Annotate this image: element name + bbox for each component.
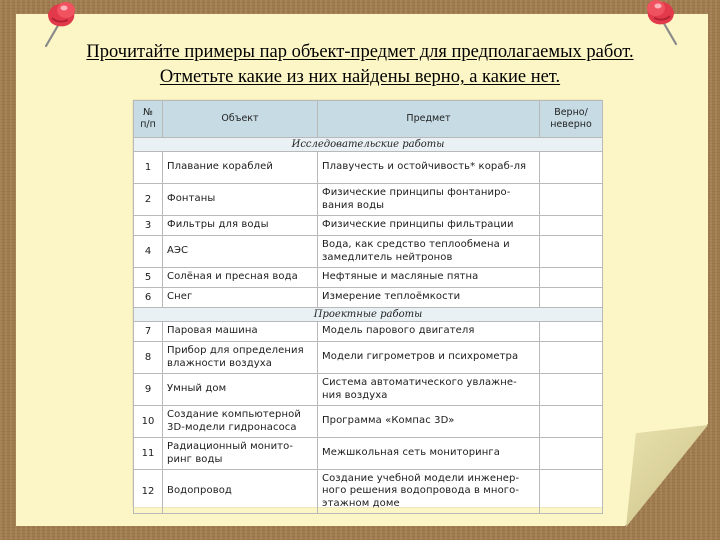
row-subject: Модели гигрометров и психрометра [318, 342, 540, 374]
answer-cell[interactable] [540, 438, 603, 470]
row-subject: Система автоматического увлажне-ния воздуха [318, 374, 540, 406]
table-row [134, 322, 603, 342]
table-row [134, 268, 603, 288]
row-num: 1 [134, 152, 163, 184]
row-num: 8 [134, 342, 163, 374]
header-num: № п/п [134, 101, 163, 138]
answer-cell[interactable] [540, 268, 603, 288]
answer-cell[interactable] [540, 216, 603, 236]
row-subject: Физические принципы фонтаниро-вания воды [318, 184, 540, 216]
row-subject: Плавучесть и остойчивость* кораб-ля [318, 152, 540, 184]
answer-cell[interactable] [540, 470, 603, 514]
row-subject: Создание учебной модели инженер-ного решения водопровода в много-этажном доме [318, 470, 540, 514]
row-num: 5 [134, 268, 163, 288]
row-object: Фильтры для воды [163, 216, 318, 236]
row-num: 6 [134, 288, 163, 308]
section-title: Исследовательские работы [134, 138, 603, 152]
paper-folded-corner [626, 425, 708, 527]
title-line-1: Прочитайте примеры пар объект-предмет для предполагаемых работ. [86, 42, 634, 62]
title-line-2: Отметьте какие из них найдены верно, а какие нет. [159, 67, 561, 87]
table-row [134, 470, 603, 514]
table-row [134, 184, 603, 216]
page-title [40, 40, 680, 90]
table-row [134, 406, 603, 438]
row-subject: Нефтяные и масляные пятна [318, 268, 540, 288]
section-row [134, 138, 603, 152]
header-answer: Верно/ неверно [540, 101, 603, 138]
table-row [134, 374, 603, 406]
row-object: Снег [163, 288, 318, 308]
row-subject: Физические принципы фильтрации [318, 216, 540, 236]
row-num: 11 [134, 438, 163, 470]
answer-cell[interactable] [540, 406, 603, 438]
table-row [134, 236, 603, 268]
answer-cell[interactable] [540, 152, 603, 184]
row-subject: Межшкольная сеть мониторинга [318, 438, 540, 470]
row-object: Водопровод [163, 470, 318, 514]
table-row [134, 342, 603, 374]
row-object: Прибор для определения влажности воздуха [163, 342, 318, 374]
row-object: Солёная и пресная вода [163, 268, 318, 288]
header-object: Объект [163, 101, 318, 138]
row-num: 7 [134, 322, 163, 342]
answer-cell[interactable] [540, 288, 603, 308]
answer-cell[interactable] [540, 322, 603, 342]
row-subject: Программа «Компас 3D» [318, 406, 540, 438]
row-num: 4 [134, 236, 163, 268]
table-row [134, 216, 603, 236]
table-row [134, 152, 603, 184]
object-subject-table [133, 100, 602, 507]
answer-cell[interactable] [540, 184, 603, 216]
row-object: Умный дом [163, 374, 318, 406]
row-num: 10 [134, 406, 163, 438]
row-object: Паровая машина [163, 322, 318, 342]
row-object: Радиационный монито-ринг воды [163, 438, 318, 470]
row-subject: Измерение теплоёмкости [318, 288, 540, 308]
row-num: 2 [134, 184, 163, 216]
section-row [134, 308, 603, 322]
row-num: 3 [134, 216, 163, 236]
table-row [134, 438, 603, 470]
answer-cell[interactable] [540, 374, 603, 406]
row-object: Плавание кораблей [163, 152, 318, 184]
row-num: 9 [134, 374, 163, 406]
row-num: 12 [134, 470, 163, 514]
row-object: Фонтаны [163, 184, 318, 216]
row-object: Создание компьютерной 3D-модели гидронасоса [163, 406, 318, 438]
table-row [134, 288, 603, 308]
answer-cell[interactable] [540, 342, 603, 374]
answer-cell[interactable] [540, 236, 603, 268]
table-header-row [134, 101, 603, 138]
header-subject: Предмет [318, 101, 540, 138]
row-subject: Вода, как средство теплообмена и замедлитель нейтронов [318, 236, 540, 268]
row-subject: Модель парового двигателя [318, 322, 540, 342]
row-object: АЭС [163, 236, 318, 268]
section-title: Проектные работы [134, 308, 603, 322]
